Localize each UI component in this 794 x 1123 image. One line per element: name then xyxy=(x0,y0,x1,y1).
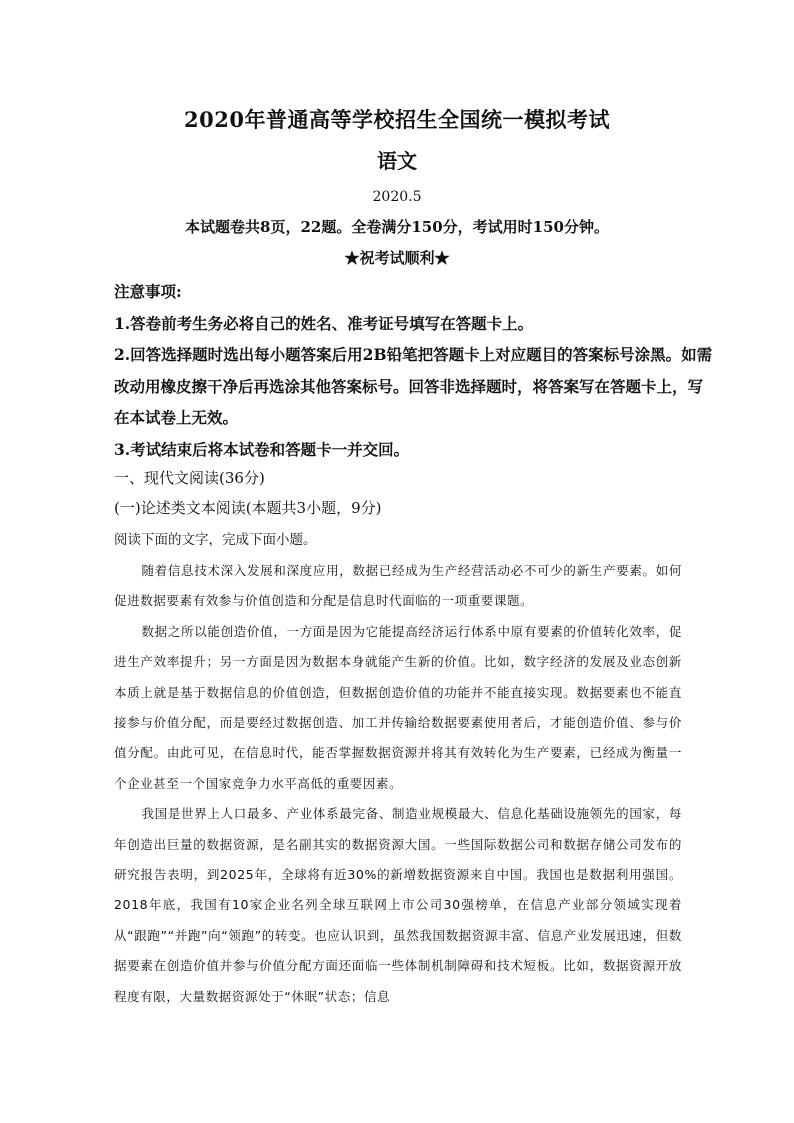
notes-heading: 注意事项: xyxy=(114,282,182,301)
reading-passage xyxy=(114,556,682,1012)
exam-title: 2020年普通高等学校招生全国统一模拟考试 xyxy=(184,107,610,132)
section-heading-reading: 一、现代文阅读(36分) xyxy=(114,469,265,487)
notes-item-3: 3.考试结束后将本试卷和答题卡一并交回。 xyxy=(114,439,410,459)
exam-info: 本试题卷共8页，22题。全卷满分150分，考试用时150分钟。 xyxy=(185,218,609,236)
passage-paragraph-1: 随着信息技术深入发展和深度应用，数据已经成为生产经营活动必不可少的新生产要素。如何促进数据要素有效参与价值创造和分配是信息时代面临的一项重要课题。 xyxy=(114,563,682,609)
reading-instruction: 阅读下面的文字，完成下面小题。 xyxy=(114,532,317,548)
notes-block xyxy=(114,276,714,465)
subsection-heading-argumentative: (一)论述类文本阅读(本题共3小题，9分) xyxy=(114,499,382,517)
passage-paragraph-3: 我国是世界上人口最多、产业体系最完备、制造业规模最大、信息化基础设施领先的国家，每年创造出巨量的数据资源，是名副其实的数据资源大国。一些国际数据公司和数据存储公司发布的研究报告表明，到2025年，全球将有近30%的新增数据资源来自中国。我国也是数据利用强国。2018年底，我国有10家企业名列全球互联网上市公司30强榜单，在信息产业部分领域实现着从“跟跑”“并跑”向“领跑”的转变。也应认识到，虽然我国数据资源丰富、信息产业发展迅速，但数据要素在创造价值并参与价值分配方面还面临一些体制机制障碍和技术短板。比如，数据资源开放程度有限，大量数据资源处于“休眠”状态；信息 xyxy=(114,806,682,1004)
blessing-text: ★祝考试顺利★ xyxy=(344,249,450,267)
notes-item-2: 2.回答选择题时选出每小题答案后用2B铅笔把答题卡上对应题目的答案标号涂黑。如需改动用橡皮擦干净后再选涂其他答案标号。回答非选择题时，将答案写在答题卡上，写在本试卷上无效。 xyxy=(114,345,713,427)
passage-paragraph-2: 数据之所以能创造价值，一方面是因为它能提高经济运行体系中原有要素的价值转化效率，促进生产效率提升；另一方面是因为数据本身就能产生新的价值。比如，数字经济的发展及业态创新本质上就是基于数据信息的价值创造，但数据创造价值的功能并不能直接实现。数据要素也不能直接参与价值分配，而是要经过数据创造、加工并传输给数据要素使用者后，才能创造价值、参与价值分配。由此可见，在信息时代，能否掌握数据资源并将其有效转化为生产要素，已经成为衡量一个企业甚至一个国家竞争力水平高低的重要因素。 xyxy=(114,623,682,791)
subject-title: 语文 xyxy=(377,149,417,173)
exam-date: 2020.5 xyxy=(372,189,422,205)
notes-item-1: 1.答卷前考生务必将自己的姓名、准考证号填写在答题卡上。 xyxy=(114,313,534,333)
